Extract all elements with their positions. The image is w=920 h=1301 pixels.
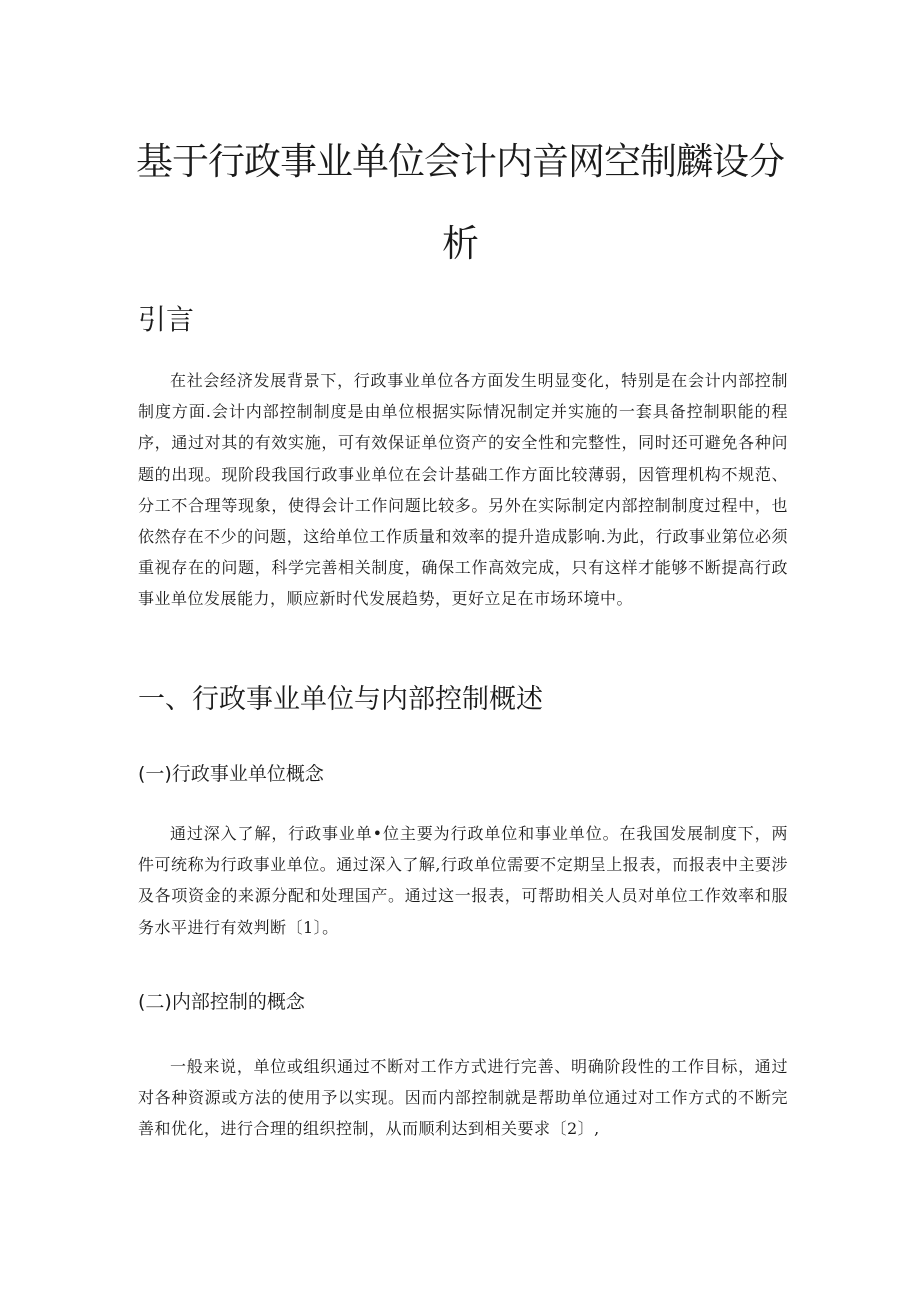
document-title-line1: 基于行政事业单位会计内音网空制麟设分 <box>136 140 784 183</box>
subsection1-heading: (一)行政事业单位概念 <box>138 763 324 785</box>
subsection2-paragraph: 一般来说，单位或组织通过不断对工作方式进行完善、明确阶段性的工作目标，通过对各种资源或方法的使用予以实现。因而内部控制就是帮助单位通过对工作方式的不断完善和优化，进行合理的组织控制，从而顺利达到相关要求〔2〕, <box>138 1057 788 1139</box>
intro-heading: 引言 <box>138 303 195 336</box>
intro-paragraph: 在社会经济发展背景下，行政事业单位各方面发生明显变化，特别是在会计内部控制制度方面.会计内部控制制度是由单位根据实际情况制定并实施的一套具备控制职能的程序，通过对其的有效实施，可有效保证单位资产的安全性和完整性，同时还可避免各种问题的出现。现阶段我国行政事业单位在会计基础工作方面比较薄弱，因管理机构不规范、分工不合理等现象，使得会计工作问题比较多。另外在实际制定内部控制制度过程中，也依然存在不少的问题，这给单位工作质量和效率的提升造成影响.为此，行政事业第位必须重视存在的问题，科学完善相关制度，确保工作高效完成，只有这样才能够不断提高行政事业单位发展能力，顺应新时代发展趋势，更好立足在市场环境中。 <box>138 371 788 609</box>
subsection1-paragraph: 通过深入了解，行政事业单•位主要为行政单位和事业单位。在我国发展制度下，两件可统称为行政事业单位。通过深入了解,行政单位需要不定期呈上报表，而报表中主要涉及各项资金的来源分配和处理国产。通过这一报表，可帮助相关人员对单位工作效率和服务水平进行有效判断〔1〕。 <box>138 824 788 937</box>
document-title-line2: 析 <box>442 222 478 265</box>
section1-heading: 一、行政事业单位与内部控制概述 <box>138 684 543 715</box>
subsection2-heading: (二)内部控制的概念 <box>138 991 305 1013</box>
